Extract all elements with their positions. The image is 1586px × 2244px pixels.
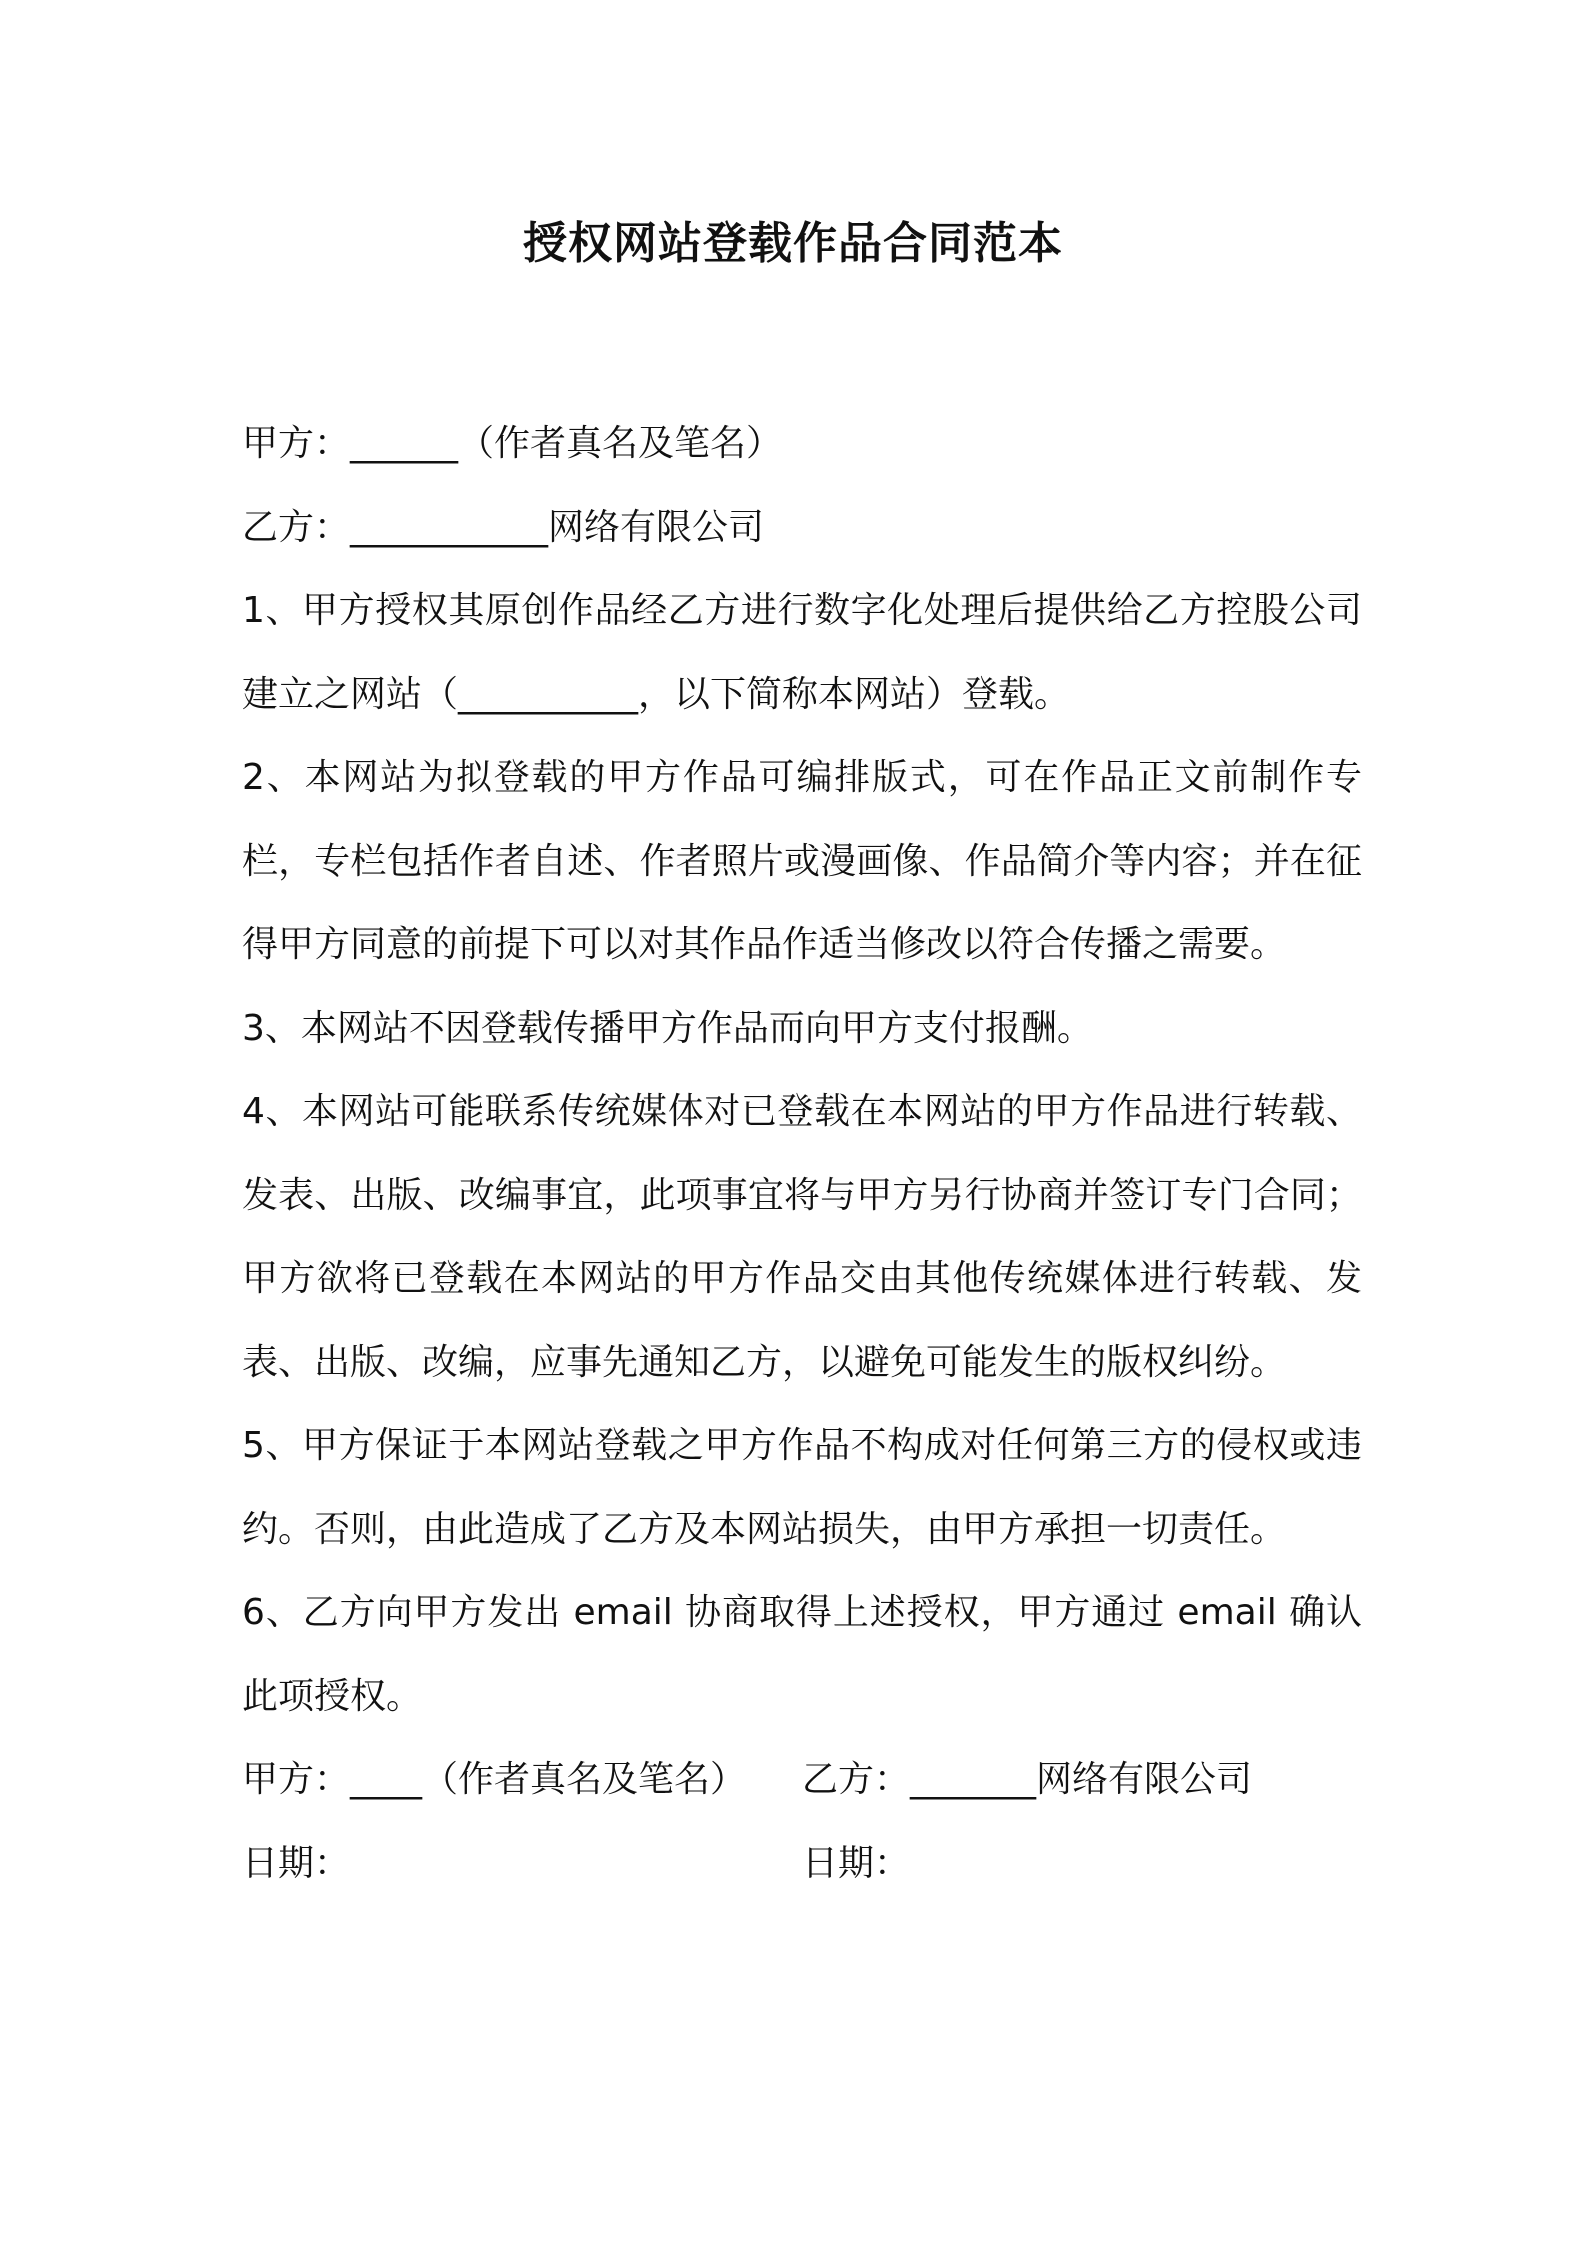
clause-4: 4、本网站可能联系传统媒体对已登载在本网站的甲方作品进行转载、发表、出版、改编事宜，此项事宜将与甲方另行协商并签订专门合同；甲方欲将已登载在本网站的甲方作品交由其他传统媒体进行转载、发表、出版、改编，应事先通知乙方，以避免可能发生的版权纠纷。 bbox=[242, 1091, 1362, 1383]
party-a-line: 甲方：______（作者真名及笔名） bbox=[242, 423, 783, 464]
date-row bbox=[242, 1822, 1362, 1906]
clause-5: 5、甲方保证于本网站登载之甲方作品不构成对任何第三方的侵权或违约。否则，由此造成了乙方及本网站损失，由甲方承担一切责任。 bbox=[242, 1425, 1362, 1550]
clause-1: 1、甲方授权其原创作品经乙方进行数字化处理后提供给乙方控股公司建立之网站（__________，以下简称本网站）登载。 bbox=[242, 590, 1362, 715]
party-b-line: 乙方：___________网络有限公司 bbox=[242, 506, 765, 548]
document-title: 授权网站登载作品合同范本 bbox=[523, 218, 1063, 269]
date-party-b: 日期： bbox=[802, 1842, 911, 1884]
clause-2: 2、本网站为拟登载的甲方作品可编排版式，可在作品正文前制作专栏，专栏包括作者自述、作者照片或漫画像、作品简介等内容；并在征得甲方同意的前提下可以对其作品作适当修改以符合传播之需要。 bbox=[242, 757, 1362, 965]
signature-row bbox=[242, 1738, 1362, 1822]
contract-body bbox=[242, 402, 1362, 1905]
signature-party-b: 乙方：_______网络有限公司 bbox=[802, 1759, 1253, 1800]
signature-party-a: 甲方：____（作者真名及笔名） bbox=[242, 1759, 747, 1800]
clause-3: 3、本网站不因登载传播甲方作品而向甲方支付报酬。 bbox=[242, 1007, 1093, 1049]
clause-6: 6、乙方向甲方发出 email 协商取得上述授权，甲方通过 email 确认此项授权。 bbox=[242, 1592, 1362, 1717]
date-party-a: 日期： bbox=[242, 1842, 351, 1884]
